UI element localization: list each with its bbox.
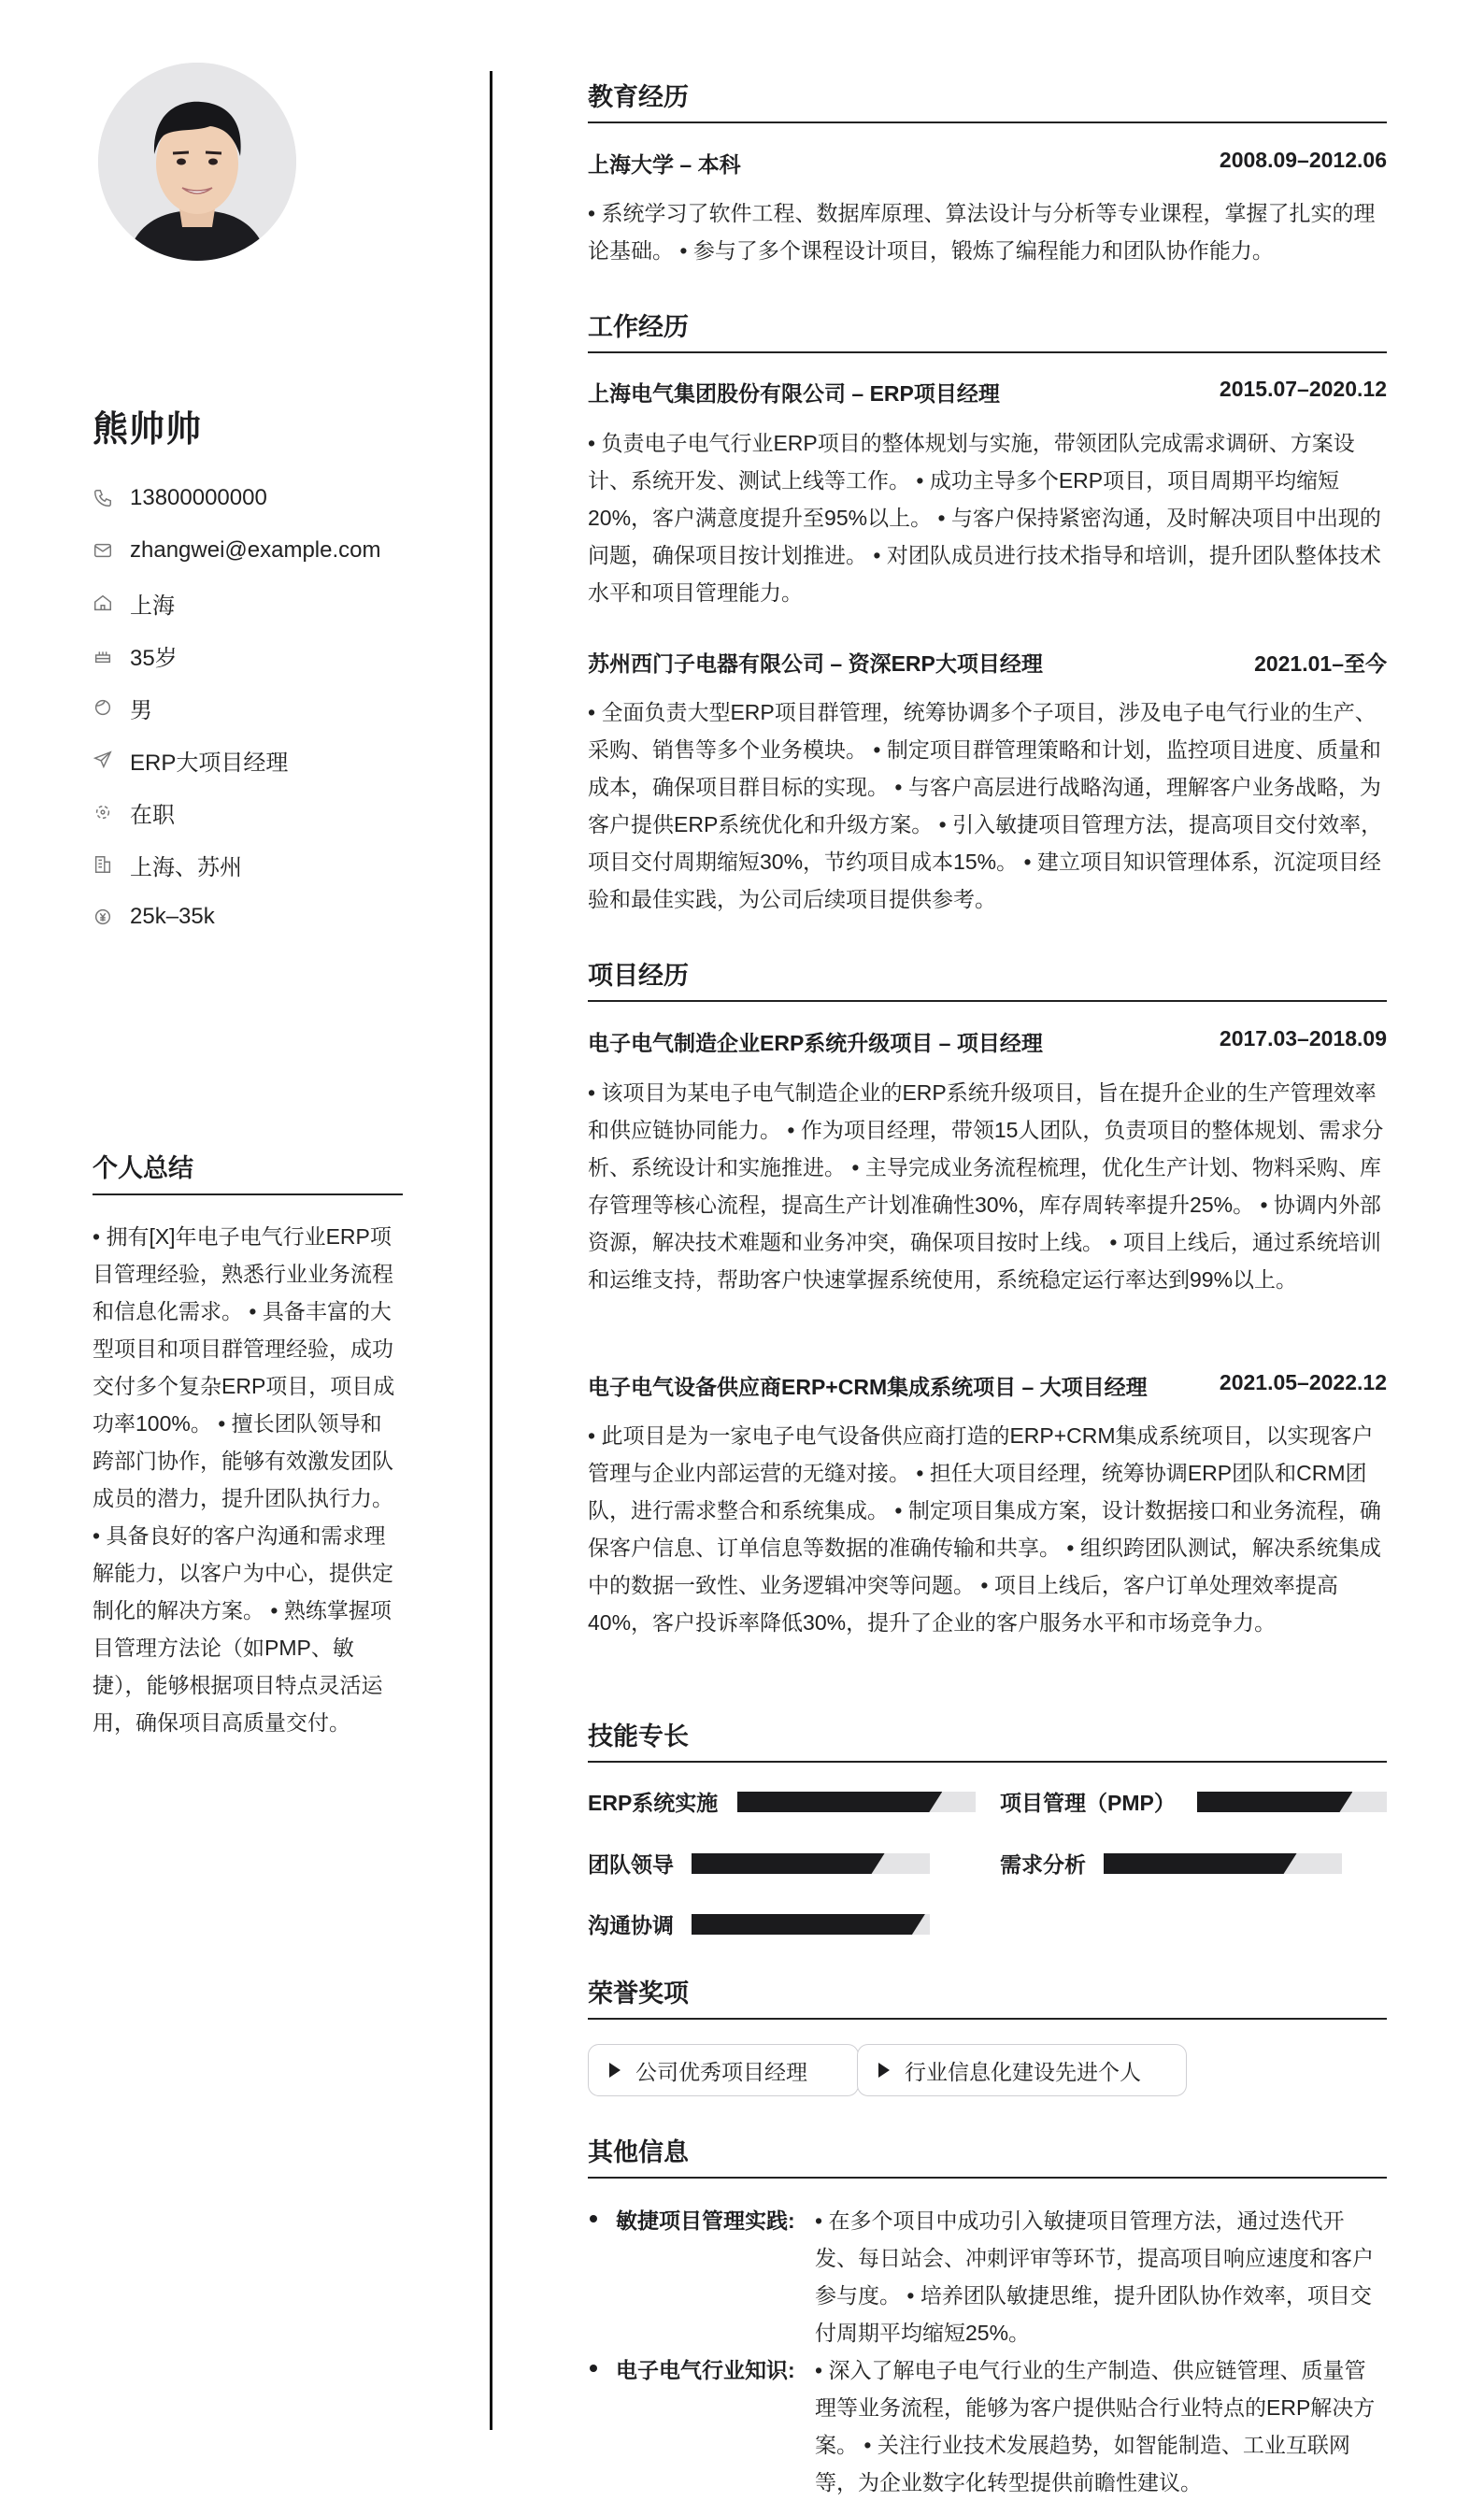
entry-header [588,1026,1387,1057]
gender-icon [93,697,113,718]
section-title: 其他信息 [588,2132,1387,2179]
entry-text: • 全面负责大型ERP项目群管理，统筹协调多个子项目，涉及电子电气行业的生产、采购、销售等多个业务模块。 • 制定项目群管理策略和计划，监控项目进度、质量和成本，确保项目群目标的实现。 • 与客户高层进行战略沟通，理解客户业务战略，为客户提供ERP系统优化和升级方案。 • 引入敏捷项目管理方法，提高项目交付效率，项目交付周期缩短30%，节约项目成本15%。 • 建立项目知识管理体系，沉淀项目经验和最佳实践，为公司后续项目提供参考。 [588,700,1383,911]
other-label: 电子电气行业知识: [616,2358,795,2382]
skill-bar-fill [1197,1792,1352,1812]
contact-text: 在职 [130,802,175,828]
contact-text: 男 [130,697,152,723]
entry-header [588,647,1387,678]
home-icon [93,593,113,613]
skill-bar [1104,1853,1342,1874]
entry-heading: 电子电气设备供应商ERP+CRM集成系统项目 – 大项目经理 [588,1375,1148,1399]
skill-name: 项目管理（PMP） [1000,1791,1176,1815]
other-section [588,2132,1387,2179]
cake-icon [93,645,113,665]
skill-bar-fill [737,1792,942,1812]
skill-bar-fill [692,1914,925,1935]
skill-name: 需求分析 [1000,1852,1086,1877]
section-title: 工作经历 [588,307,1387,353]
skill-name: 沟通协调 [588,1913,674,1937]
section-title: 教育经历 [588,77,1387,123]
contact-city [93,577,403,629]
entry-text: • 负责电子电气行业ERP项目的整体规划与实施，带领团队完成需求调研、方案设计、系统开发、测试上线等工作。 • 成功主导多个ERP项目，项目周期平均缩短20%，客户满意度提升至95%以上。 • 与客户保持紧密沟通，及时解决项目中出现的问题，确保项目按计划推进。 • 对团队成员进行技术指导和培训，提升团队整体技术水平和项目管理能力。 [588,431,1381,605]
summary-title: 个人总结 [93,1148,403,1195]
status-icon [93,802,113,822]
avatar [98,63,296,261]
contact-text: 上海 [130,593,175,619]
skills-section [588,1716,1387,1763]
entry-text: • 系统学习了软件工程、数据库原理、算法设计与分析等专业课程，掌握了扎实的理论基础。 • 参与了多个课程设计项目，锻炼了编程能力和团队协作能力。 [588,201,1376,263]
entry-heading: 上海电气集团股份有限公司 – ERP项目经理 [588,381,1000,406]
bullet-icon [590,2215,597,2222]
candidate-name: 熊帅帅 [93,410,203,450]
skill-bar [737,1792,976,1812]
phone-icon [93,488,113,508]
education-section [588,77,1387,123]
contact-phone [93,472,403,524]
entry-text: • 该项目为某电子电气制造企业的ERP系统升级项目，旨在提升企业的生产管理效率和供应链协同能力。 • 作为项目经理，带领15人团队，负责项目的整体规划、需求分析、系统设计和实施推进。 • 主导完成业务流程梳理，优化生产计划、物料采购、库存管理等核心流程，提高生产计划准确性30%，库存周转率提升25%。 • 协调内外部资源，解决技术难题和业务冲突，确保项目按时上线。 • 项目上线后，通过系统培训和运维支持，帮助客户快速掌握系统使用，系统稳定运行率达到99%以上。 [588,1080,1384,1292]
contact-text: ERP大项目经理 [130,750,289,776]
play-icon [878,2063,890,2078]
skill-bar-fill [1104,1853,1297,1874]
entry-header [588,148,1387,179]
contact-position [93,734,403,786]
contact-list [93,472,403,943]
contact-status [93,786,403,838]
building-icon [93,854,113,875]
entry-header [588,377,1387,407]
contact-text: 上海、苏州 [130,854,242,880]
award-chip[interactable] [588,2044,859,2096]
entry-text: • 此项目是为一家电子电气设备供应商打造的ERP+CRM集成系统项目，以实现客户管理与企业内部运营的无缝对接。 • 担任大项目经理，统筹协调ERP团队和CRM团队，进行需求整合和系统集成。 • 制定项目集成方案，设计数据接口和业务流程，确保客户信息、订单信息等数据的准确传输和共享。 • 组织跨团队测试，解决系统集成中的数据一致性、业务逻辑冲突等问题。 • 项目上线后，客户订单处理效率提高40%，客户投诉率降低30%，提升了企业的客户服务水平和市场竞争力。 [588,1423,1381,1635]
mail-icon [93,540,113,561]
contact-age [93,629,403,681]
entry-date: 2017.03–2018.09 [1219,1026,1387,1050]
contact-text: zhangwei@example.com [130,537,381,563]
play-icon [609,2063,621,2078]
entry-heading: 苏州西门子电器有限公司 – 资深ERP大项目经理 [588,651,1043,676]
skill-bar-fill [692,1853,885,1874]
salary-icon [93,907,113,927]
award-chip[interactable] [857,2044,1187,2096]
section-title: 荣誉奖项 [588,1973,1387,2020]
entry-header [588,1370,1387,1401]
skill-name: 团队领导 [588,1852,674,1877]
summary-text: • 拥有[X]年电子电气行业ERP项目管理经验，熟悉行业业务流程和信息化需求。 • 具备丰富的大型项目和项目群管理经验，成功交付多个复杂ERP项目，项目成功率100%。 • 擅长团队领导和跨部门协作，能够有效激发团队成员的潜力，提升团队执行力。 • 具备良好的客户沟通和需求理解能力，以客户为中心，提供定制化的解决方案。 • 熟练掌握项目管理方法论（如PMP、敏捷），能够根据项目特点灵活运用，确保项目高质量交付。 [93,1224,395,1735]
send-icon [93,750,113,770]
other-label: 敏捷项目管理实践: [616,2208,795,2233]
skill-name: ERP系统实施 [588,1791,719,1815]
awards-section [588,1973,1387,2020]
skill-bar [692,1914,930,1935]
other-text: • 深入了解电子电气行业的生产制造、供应链管理、质量管理等业务流程，能够为客户提供贴合行业特点的ERP解决方案。 • 关注行业技术发展趋势，如智能制造、工业互联网等，为企业数字化转型提供前瞻性建议。 [815,2358,1376,2494]
award-label: 行业信息化建设先进个人 [905,2059,1141,2084]
contact-salary [93,891,403,943]
entry-date: 2008.09–2012.06 [1219,148,1387,172]
entry-date: 2015.07–2020.12 [1219,377,1387,401]
work-section [588,307,1387,353]
entry-date: 2021.01–至今 [1254,651,1387,676]
entry-heading: 上海大学 – 本科 [588,152,741,177]
contact-text: 13800000000 [130,485,267,510]
entry-heading: 电子电气制造企业ERP系统升级项目 – 项目经理 [588,1031,1043,1055]
entry-date: 2021.05–2022.12 [1219,1370,1387,1394]
skill-bar [692,1853,930,1874]
skill-bar [1197,1792,1387,1812]
contact-text: 35岁 [130,645,178,671]
award-label: 公司优秀项目经理 [635,2059,807,2084]
contact-location [93,838,403,891]
bullet-icon [590,2365,597,2372]
section-title: 项目经历 [588,955,1387,1002]
other-text: • 在多个项目中成功引入敏捷项目管理方法，通过迭代开发、每日站会、冲刺评审等环节，提高项目响应速度和客户参与度。 • 培养团队敏捷思维，提升团队协作效率，项目交付周期平均缩短25%。 [815,2208,1374,2345]
contact-gender [93,681,403,734]
section-title: 技能专长 [588,1716,1387,1763]
contact-email [93,524,403,577]
contact-text: 25k–35k [130,904,215,929]
projects-section [588,955,1387,1002]
column-divider [490,71,492,2430]
